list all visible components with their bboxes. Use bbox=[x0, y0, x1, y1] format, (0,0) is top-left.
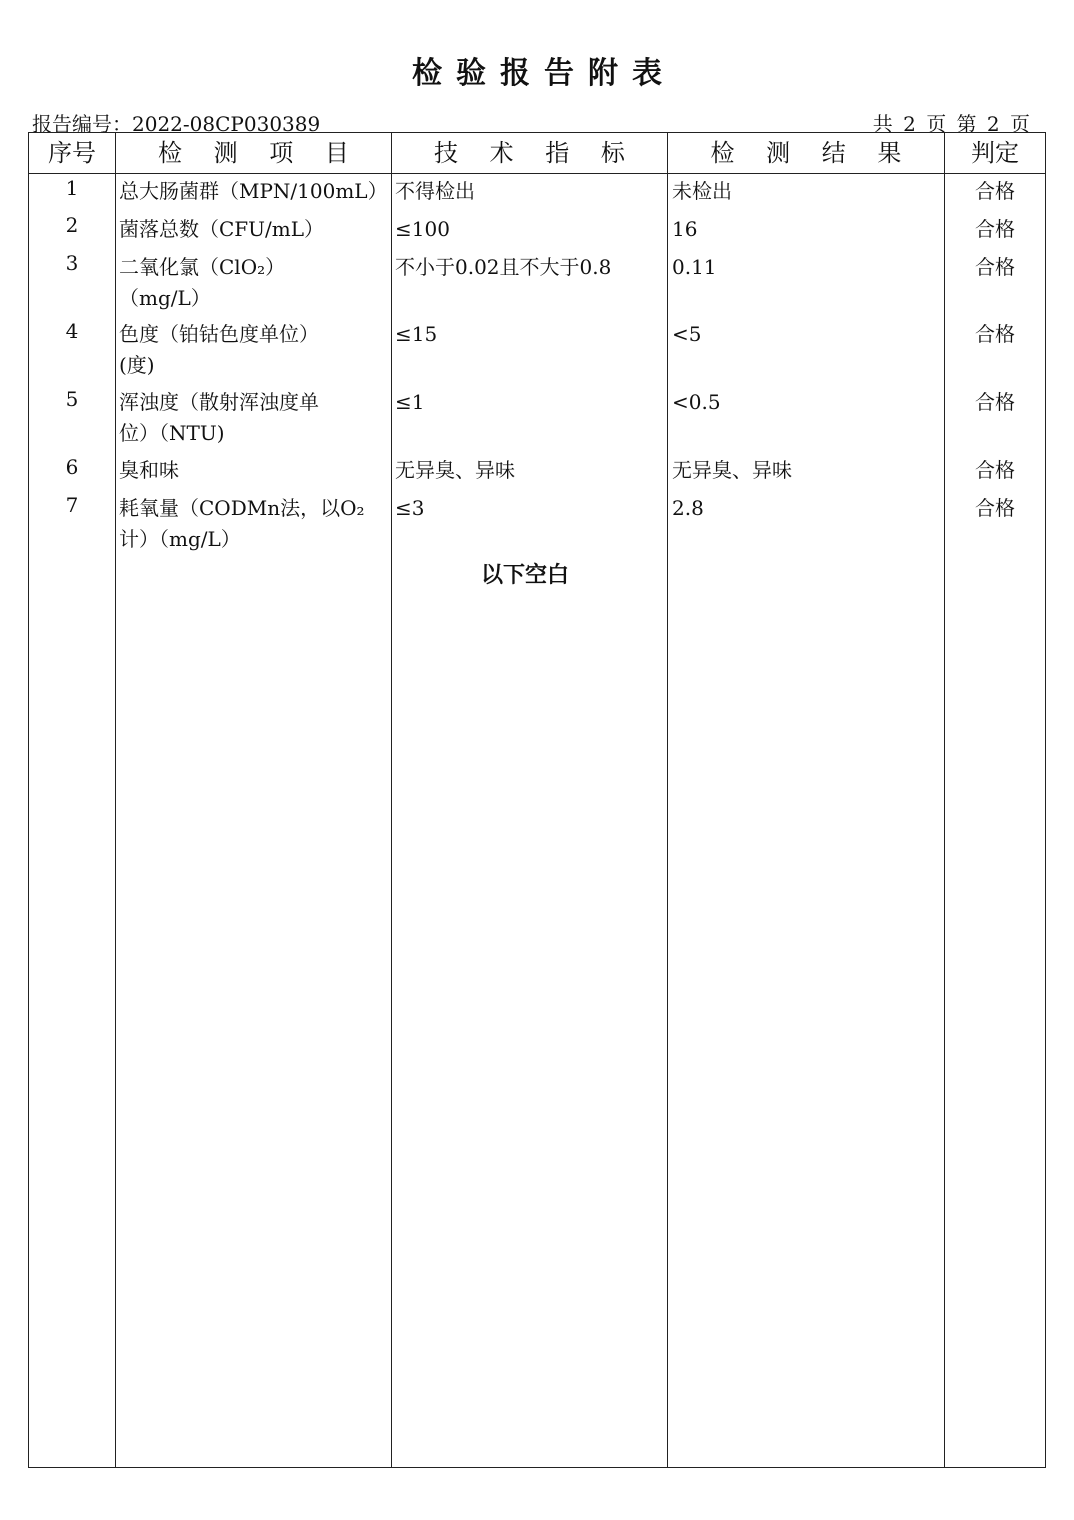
row-standard: ≤3 bbox=[395, 496, 425, 520]
row-seq: 1 bbox=[65, 176, 79, 200]
row-item: 菌落总数（CFU/mL） bbox=[119, 217, 325, 241]
row-item: 色度（铂钴色度单位） bbox=[119, 322, 319, 346]
row-judge: 合格 bbox=[975, 458, 1015, 482]
row-seq: 4 bbox=[65, 319, 79, 343]
row-seq: 6 bbox=[65, 455, 79, 479]
header-divider bbox=[29, 173, 1045, 174]
header-item: 检 测 项 目 bbox=[158, 139, 361, 167]
results-table bbox=[28, 132, 1046, 1468]
row-standard: 不小于0.02且不大于0.8 bbox=[395, 255, 612, 279]
row-item-continued: 位）（NTU) bbox=[119, 421, 225, 445]
row-result: 无异臭、异味 bbox=[672, 458, 792, 482]
row-item: 总大肠菌群（MPN/100mL） bbox=[119, 179, 388, 203]
header-standard: 技 术 指 标 bbox=[434, 139, 637, 167]
row-result: <0.5 bbox=[672, 390, 721, 414]
column-divider bbox=[115, 133, 116, 1467]
row-item-continued: （mg/L） bbox=[119, 286, 211, 310]
row-result: 未检出 bbox=[672, 179, 732, 203]
row-standard: 无异臭、异味 bbox=[395, 458, 515, 482]
row-standard: ≤100 bbox=[395, 217, 450, 241]
row-judge: 合格 bbox=[975, 217, 1015, 241]
row-seq: 5 bbox=[65, 387, 79, 411]
page-indicator: 共 2 页 第 2 页 bbox=[872, 112, 1030, 136]
column-divider bbox=[391, 133, 392, 1467]
report-number: 报告编号：2022-08CP030389 bbox=[32, 112, 321, 136]
row-item: 二氧化氯（ClO₂） bbox=[119, 255, 286, 279]
row-item-continued: 计）（mg/L） bbox=[119, 527, 241, 551]
row-judge: 合格 bbox=[975, 496, 1015, 520]
row-judge: 合格 bbox=[975, 255, 1015, 279]
column-divider bbox=[667, 133, 668, 1467]
row-judge: 合格 bbox=[975, 390, 1015, 414]
row-result: 16 bbox=[672, 217, 698, 241]
row-result: <5 bbox=[672, 322, 702, 346]
row-seq: 3 bbox=[65, 251, 79, 275]
row-standard: 不得检出 bbox=[395, 179, 475, 203]
row-judge: 合格 bbox=[975, 179, 1015, 203]
row-judge: 合格 bbox=[975, 322, 1015, 346]
row-seq: 2 bbox=[65, 213, 79, 237]
header-result: 检 测 结 果 bbox=[710, 139, 914, 167]
row-result: 0.11 bbox=[672, 255, 717, 279]
header-judge: 判定 bbox=[971, 139, 1019, 167]
row-item: 臭和味 bbox=[119, 458, 179, 482]
row-item: 浑浊度（散射浑浊度单 bbox=[119, 390, 319, 414]
row-standard: ≤1 bbox=[395, 390, 425, 414]
row-item: 耗氧量（CODMn法，以O₂ bbox=[119, 496, 365, 520]
row-seq: 7 bbox=[65, 493, 79, 517]
report-title: 检验报告附表 bbox=[412, 56, 676, 91]
header-seq: 序号 bbox=[48, 139, 96, 167]
row-item-continued: (度) bbox=[119, 353, 155, 377]
row-standard: ≤15 bbox=[395, 322, 438, 346]
row-result: 2.8 bbox=[672, 496, 704, 520]
blank-note: 以下空白 bbox=[481, 563, 570, 588]
